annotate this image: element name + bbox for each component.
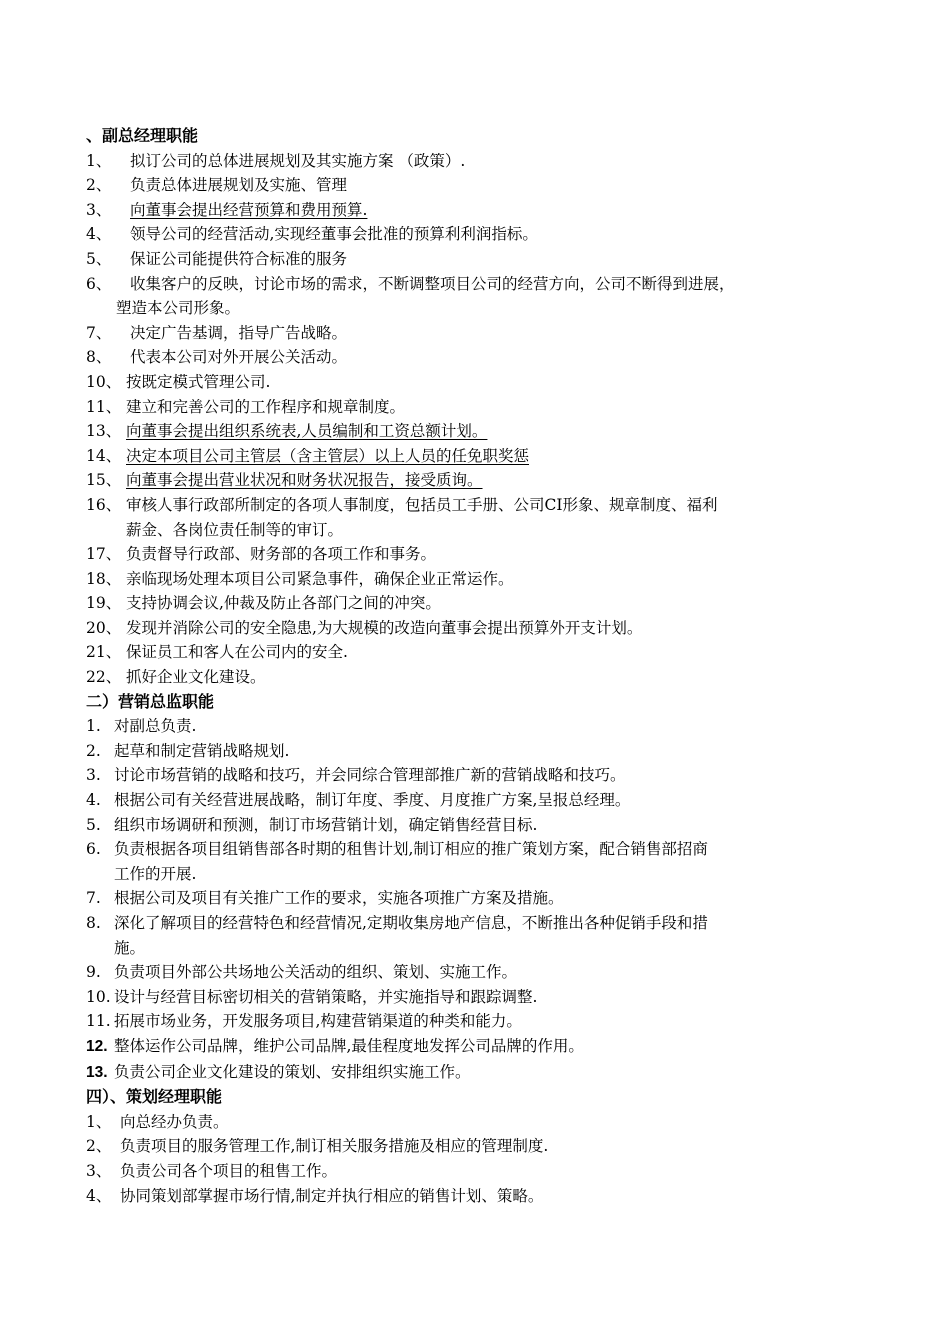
item-number: 13. [86,1063,108,1081]
item-number: 6、 [86,274,112,293]
item-text: 向总经办负责。 [120,1112,229,1131]
list-item [86,1134,886,1159]
item-number: 19、 [86,594,122,613]
list-item [86,985,886,1010]
list-item [86,542,886,567]
item-text: 负责项目的服务管理工作,制订相关服务措施及相应的管理制度. [120,1137,549,1156]
list-item [86,813,886,838]
list-item [86,837,886,886]
list-item [86,1184,886,1209]
section-heading: 、副总经理职能 [86,126,199,145]
item-number: 12. [86,1037,108,1055]
list-item [86,911,886,960]
item-number: 4、 [86,225,112,244]
item-text: 起草和制定营销战略规划. [114,741,290,760]
item-text: 向董事会提出营业状况和财务状况报告，接受质询。 [126,471,483,490]
item-number: 11、 [86,397,122,416]
item-number: 20、 [86,618,122,637]
item-text: 代表本公司对外开展公关活动。 [130,348,348,367]
list-item [86,1034,886,1060]
document-body [86,124,886,1208]
list-item [86,1060,886,1086]
list-item [86,616,886,641]
item-text: 领导公司的经营活动,实现经董事会批准的预算利利润指标。 [130,225,538,244]
item-text: 对副总负责. [114,717,197,736]
item-text: 负责公司企业文化建设的策划、安排组织实施工作。 [114,1062,471,1081]
item-number: 4. [86,791,101,810]
item-number: 17、 [86,545,122,564]
list-item [86,493,886,542]
item-number: 15、 [86,471,122,490]
item-number: 3. [86,766,101,785]
item-number: 1、 [86,1112,112,1131]
list-item [86,1009,886,1034]
item-text: 拟订公司的总体进展规划及其实施方案 （政策）. [130,151,466,170]
item-text: 负责公司各个项目的租售工作。 [120,1161,338,1180]
item-number: 18、 [86,569,122,588]
section-heading: 四）、策划经理职能 [86,1087,223,1107]
list-item [86,222,886,247]
item-text: 支持协调会议,仲裁及防止各部门之间的冲突。 [126,594,441,613]
item-number: 2. [86,741,101,760]
section-vice-gm [86,124,886,690]
list-item [86,345,886,370]
item-text: 亲临现场处理本项目公司紧急事件，确保企业正常运作。 [126,569,514,588]
item-text: 负责根据各项目组销售部各时期的租售计划,制订相应的推广策划方案，配合销售部招商 [114,840,708,859]
item-number: 7、 [86,323,112,342]
list-item [86,198,886,223]
item-number: 8. [86,914,101,932]
item-text: 负责项目外部公共场地公关活动的组织、策划、实施工作。 [114,963,518,982]
item-number: 5、 [86,249,112,268]
item-text: 协同策划部掌握市场行情,制定并执行相应的销售计划、策略。 [120,1186,544,1205]
item-number: 1. [86,717,101,736]
list-item [86,1159,886,1184]
item-number: 6. [86,840,101,859]
section-marketing-director [86,690,886,1086]
list-item [86,665,886,690]
list-item [86,640,886,665]
item-text: 整体运作公司品牌，维护公司品牌,最佳程度地发挥公司品牌的作用。 [114,1036,584,1055]
item-number: 7. [86,889,101,908]
item-text: 组织市场调研和预测，制订市场营销计划，确定销售经营目标. [114,815,538,834]
item-number: 16、 [86,495,122,514]
item-number: 22、 [86,668,122,687]
item-text-continued: 塑造本公司形象。 [116,299,241,318]
list-item [86,960,886,985]
item-text: 按既定模式管理公司. [126,372,271,391]
item-text: 收集客户的反映，讨论市场的需求，不断调整项目公司的经营方向，公司不断得到进展， [130,274,735,293]
list-item [86,149,886,174]
section-planning-manager [86,1085,886,1208]
item-text: 负责总体进展规划及实施、管理 [130,176,348,195]
item-number: 3、 [86,1161,112,1180]
item-number: 3、 [86,200,112,219]
item-text: 决定广告基调，指导广告战略。 [130,323,348,342]
list-item [86,370,886,395]
list-item [86,714,886,739]
list-item [86,419,886,444]
item-text: 审核人事行政部所制定的各项人事制度，包括员工手册、公司CI形象、规章制度、福利 [126,495,718,514]
list-item [86,1110,886,1135]
item-text: 设计与经营目标密切相关的营销策略，并实施指导和跟踪调整. [114,987,538,1006]
item-text-continued: 施。 [114,938,146,957]
item-text-continued: 工作的开展. [114,864,197,883]
item-number: 14、 [86,446,122,465]
list-item [86,321,886,346]
item-number: 10. [86,987,111,1006]
item-text: 根据公司有关经营进展战略，制订年度、季度、月度推广方案,呈报总经理。 [114,791,631,810]
item-text: 向董事会提出经营预算和费用预算. [130,200,368,219]
list-item [86,247,886,272]
item-number: 5. [86,815,101,834]
item-text: 保证员工和客人在公司内的安全. [126,643,348,662]
item-number: 9. [86,963,101,982]
list-item [86,272,886,321]
item-text: 负责督导行政部、财务部的各项工作和事务。 [126,545,437,564]
item-text: 保证公司能提供符合标准的服务 [130,249,348,268]
item-text: 深化了解项目的经营特色和经营情况,定期收集房地产信息，不断推出各种促销手段和措 [114,914,708,932]
list-item [86,591,886,616]
item-number: 21、 [86,643,122,662]
item-text: 发现并消除公司的安全隐患,为大规模的改造向董事会提出预算外开支计划。 [126,618,643,637]
list-item [86,788,886,813]
item-number: 2、 [86,1137,112,1156]
item-number: 2、 [86,176,112,195]
item-text: 讨论市场营销的战略和技巧，并会同综合管理部推广新的营销战略和技巧。 [114,766,626,785]
list-item [86,468,886,493]
item-number: 13、 [86,422,122,441]
list-item [86,173,886,198]
item-text: 根据公司及项目有关推广工作的要求，实施各项推广方案及措施。 [114,889,564,908]
list-item [86,395,886,420]
list-item [86,886,886,911]
list-item [86,763,886,788]
item-text: 向董事会提出组织系统表,人员编制和工资总额计划。 [126,422,488,441]
list-item [86,739,886,764]
item-number: 1、 [86,151,112,170]
item-text-continued: 薪金、各岗位责任制等的审订。 [126,520,344,539]
item-number: 10、 [86,372,122,391]
section-heading: 二）营销总监职能 [86,691,215,711]
list-item [86,567,886,592]
item-number: 11. [86,1012,111,1031]
item-text: 建立和完善公司的工作程序和规章制度。 [126,397,406,416]
item-text: 决定本项目公司主管层（含主管层）以上人员的任免职奖惩 [126,446,530,465]
item-number: 4、 [86,1186,112,1205]
item-number: 8、 [86,348,112,367]
list-item [86,444,886,469]
item-text: 抓好企业文化建设。 [126,668,266,687]
item-text: 拓展市场业务，开发服务项目,构建营销渠道的种类和能力。 [114,1012,522,1031]
